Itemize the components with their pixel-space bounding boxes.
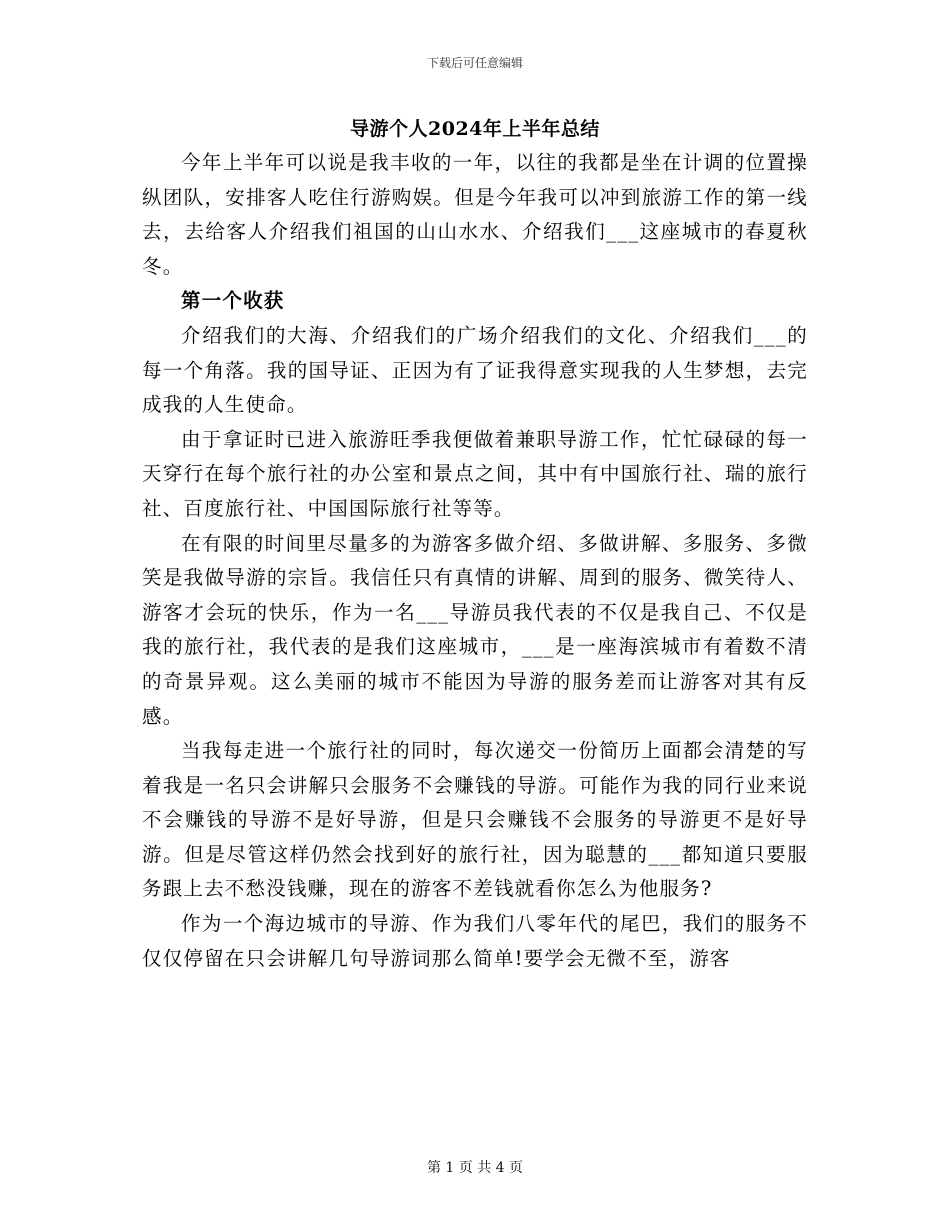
body-paragraph: 作为一个海边城市的导游、作为我们八零年代的尾巴，我们的服务不仅仅停留在只会讲解几句导游词那么简单!要学会无微不至，游客	[142, 912, 808, 970]
intro-paragraph: 今年上半年可以说是我丰收的一年，以往的我都是坐在计调的位置操纵团队，安排客人吃住行游购娱。但是今年我可以冲到旅游工作的第一线去，去给客人介绍我们祖国的山山水水、介绍我们___这座城市的春夏秋冬。	[142, 151, 808, 278]
document-body	[142, 146, 808, 976]
page-number-footer: 第 1 页 共 4 页	[426, 1160, 524, 1176]
body-paragraph: 介绍我们的大海、介绍我们的广场介绍我们的文化、介绍我们___的每一个角落。我的国导证、正因为有了证我得意实现我的人生梦想，去完成我的人生使命。	[142, 323, 808, 417]
document-title: 导游个人2024年上半年总结	[350, 118, 600, 140]
body-paragraph: 当我每走进一个旅行社的同时，每次递交一份简历上面都会清楚的写着我是一名只会讲解只会服务不会赚钱的导游。可能作为我的同行业来说不会赚钱的导游不是好导游，但是只会赚钱不会服务的导游更不是好导游。但是尽管这样仍然会找到好的旅行社，因为聪慧的___都知道只要服务跟上去不愁没钱赚，现在的游客不差钱就看你怎么为他服务?	[142, 739, 808, 901]
body-paragraph: 在有限的时间里尽量多的为游客多做介绍、多做讲解、多服务、多微笑是我做导游的宗旨。我信任只有真情的讲解、周到的服务、微笑待人、游客才会玩的快乐，作为一名___导游员我代表的不仅是我自己、不仅是我的旅行社，我代表的是我们这座城市，___是一座海滨城市有着数不清的奇景异观。这么美丽的城市不能因为导游的服务差而让游客对其有反感。	[142, 531, 808, 728]
body-paragraph: 由于拿证时已进入旅游旺季我便做着兼职导游工作，忙忙碌碌的每一天穿行在每个旅行社的办公室和景点之间，其中有中国旅行社、瑞的旅行社、百度旅行社、中国国际旅行社等等。	[142, 427, 808, 520]
page-header-note: 下载后可任意编辑	[426, 56, 523, 70]
section-heading: 第一个收获	[181, 289, 285, 313]
